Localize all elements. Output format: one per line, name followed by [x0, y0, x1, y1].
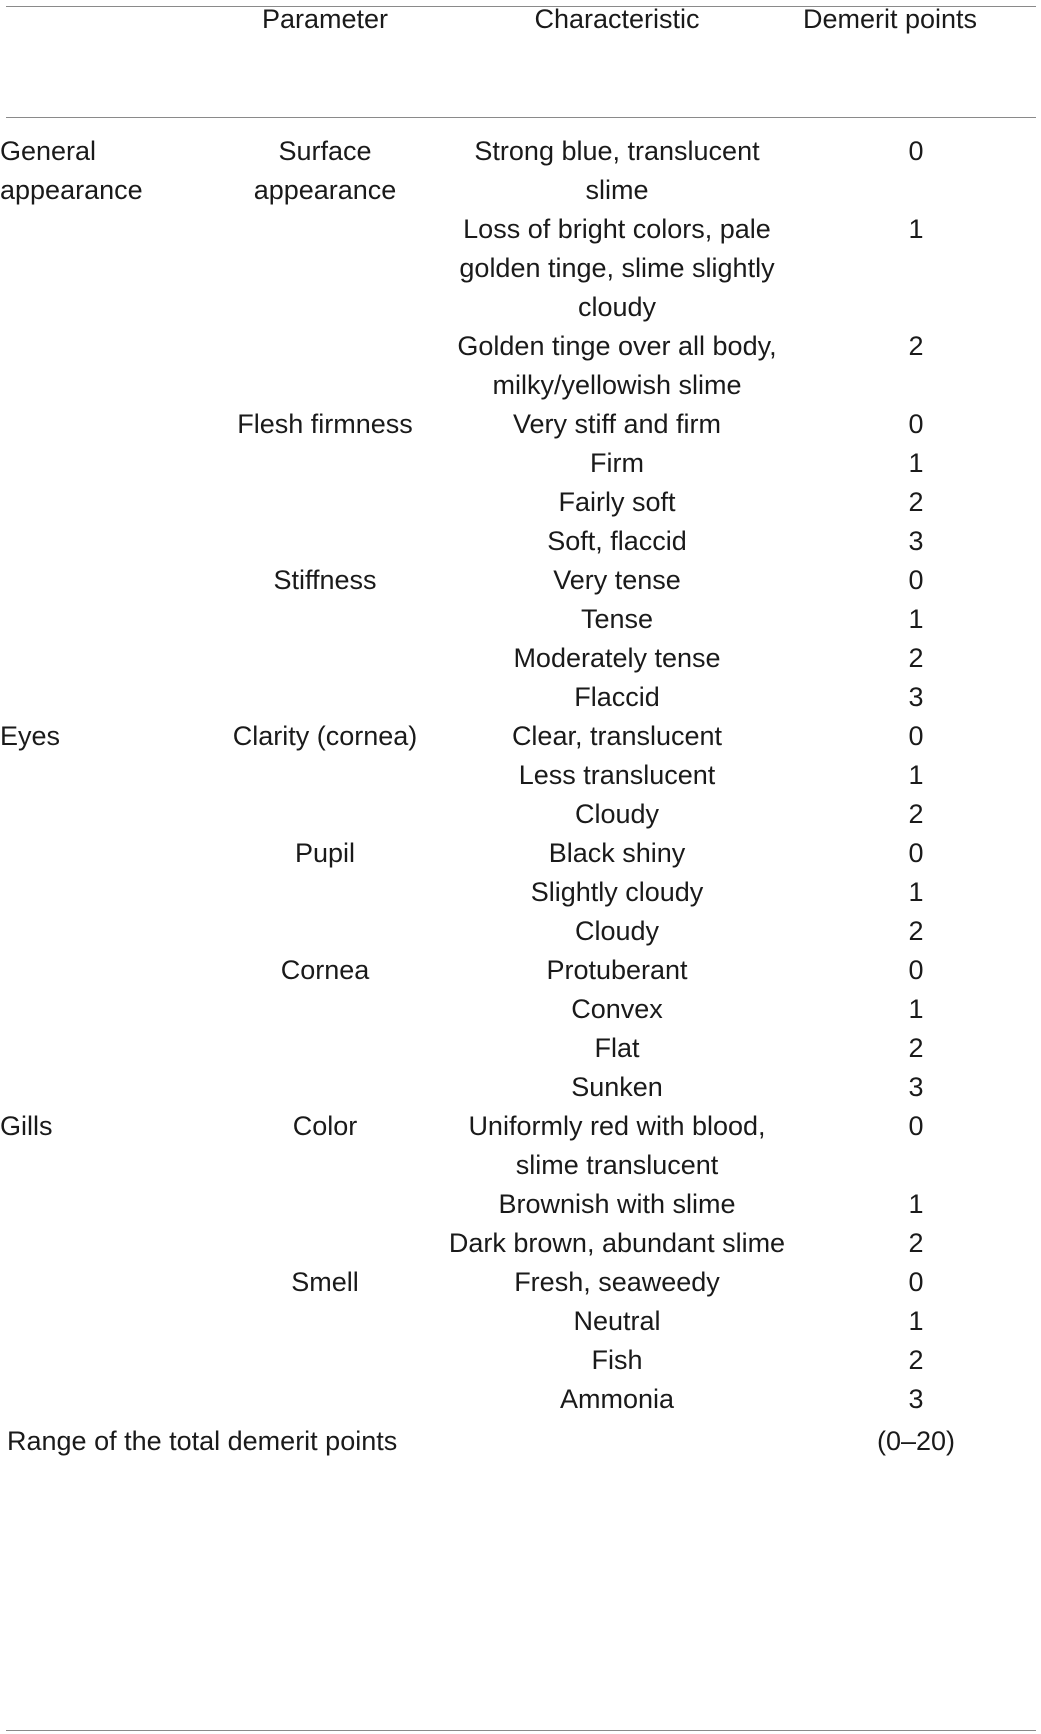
table-row: [0, 1107, 1041, 1185]
row-characteristic: Black shiny: [548, 838, 686, 868]
row-category: [0, 834, 207, 873]
row-category: [0, 600, 207, 639]
row-characteristic: Very stiff and firm: [512, 409, 722, 439]
table-row: [0, 561, 1041, 600]
row-parameter: [207, 1341, 443, 1380]
row-category: [0, 405, 207, 444]
row-characteristic: Soft, flaccid: [547, 526, 687, 556]
row-parameter: Color: [292, 1111, 358, 1141]
row-parameter: [207, 522, 443, 561]
row-parameter: [207, 912, 443, 951]
row-parameter: Cornea: [280, 955, 370, 985]
row-parameter: [207, 1185, 443, 1224]
table-row: [0, 444, 1041, 483]
row-demerit-points: 2: [908, 1033, 924, 1063]
row-category: [0, 1224, 207, 1263]
row-category: [0, 483, 207, 522]
row-demerit-points: 1: [908, 604, 924, 634]
row-parameter: [207, 756, 443, 795]
row-characteristic: Slightly cloudy: [530, 877, 704, 907]
range-value: (0–20): [876, 1426, 956, 1456]
row-parameter: [207, 600, 443, 639]
row-category: [0, 1302, 207, 1341]
row-parameter: [207, 1302, 443, 1341]
table-row: [0, 717, 1041, 756]
row-parameter: [207, 873, 443, 912]
row-characteristic: Convex: [571, 994, 663, 1024]
row-characteristic: Flaccid: [574, 682, 660, 712]
row-demerit-points: 2: [908, 331, 924, 361]
table-row: [0, 1341, 1041, 1380]
row-category: [0, 795, 207, 834]
table-row: [0, 117, 1041, 210]
row-demerit-points: 0: [908, 721, 924, 751]
row-demerit-points: 1: [908, 1306, 924, 1336]
table-row: [0, 327, 1041, 405]
table-row: [0, 990, 1041, 1029]
row-characteristic: Cloudy: [574, 799, 660, 829]
bottom-rule: [6, 1730, 1036, 1731]
row-characteristic: Brownish with slime: [498, 1189, 736, 1219]
row-category: [0, 1380, 207, 1419]
row-characteristic: Ammonia: [559, 1384, 675, 1414]
row-category: [0, 1029, 207, 1068]
row-demerit-points: 1: [908, 214, 924, 244]
row-parameter: [207, 1068, 443, 1107]
row-characteristic: Moderately tense: [513, 643, 721, 673]
row-category: [0, 1341, 207, 1380]
row-category: General appearance: [0, 136, 143, 205]
row-characteristic: Uniformly red with blood, slime translucent: [468, 1111, 766, 1180]
row-demerit-points: 3: [908, 526, 924, 556]
table-header: [0, 0, 1041, 117]
row-characteristic: Clear, translucent: [511, 721, 723, 751]
row-parameter: [207, 990, 443, 1029]
table-row: [0, 1068, 1041, 1107]
row-category: [0, 1068, 207, 1107]
row-parameter: [207, 444, 443, 483]
row-category: [0, 912, 207, 951]
table-row: [0, 873, 1041, 912]
row-demerit-points: 0: [908, 955, 924, 985]
row-characteristic: Less translucent: [518, 760, 716, 790]
table-row: [0, 600, 1041, 639]
row-demerit-points: 1: [908, 448, 924, 478]
table-body: [0, 117, 1041, 1419]
row-demerit-points: 1: [908, 994, 924, 1024]
row-parameter: [207, 1224, 443, 1263]
table-row: [0, 210, 1041, 327]
table-row: [0, 756, 1041, 795]
table-row: [0, 912, 1041, 951]
row-characteristic: Very tense: [553, 565, 681, 595]
row-demerit-points: 0: [908, 1111, 924, 1141]
row-demerit-points: 2: [908, 916, 924, 946]
table-row: [0, 639, 1041, 678]
row-parameter: [207, 795, 443, 834]
row-demerit-points: 0: [908, 838, 924, 868]
row-parameter: [207, 483, 443, 522]
row-category: [0, 327, 207, 405]
table-row: [0, 795, 1041, 834]
row-parameter: Surface appearance: [253, 136, 397, 205]
row-characteristic: Fresh, seaweedy: [514, 1267, 720, 1297]
row-demerit-points: 0: [908, 136, 924, 166]
row-parameter: Pupil: [294, 838, 356, 868]
row-category: [0, 1185, 207, 1224]
row-category: [0, 951, 207, 990]
row-characteristic: Dark brown, abundant slime: [448, 1228, 786, 1258]
row-category: [0, 561, 207, 600]
header-parameter: Parameter: [261, 4, 389, 34]
row-demerit-points: 0: [908, 565, 924, 595]
table-row: [0, 522, 1041, 561]
row-category: [0, 756, 207, 795]
row-demerit-points: 1: [908, 1189, 924, 1219]
range-row: [0, 1419, 1041, 1461]
table-row: [0, 1380, 1041, 1419]
row-category: [0, 444, 207, 483]
row-demerit-points: 3: [908, 1384, 924, 1414]
row-parameter: Stiffness: [273, 565, 377, 595]
row-parameter: [207, 1029, 443, 1068]
row-demerit-points: 3: [908, 682, 924, 712]
row-characteristic: Protuberant: [546, 955, 688, 985]
row-parameter: Smell: [291, 1267, 359, 1297]
table-row: [0, 405, 1041, 444]
row-category: [0, 639, 207, 678]
row-category: Eyes: [0, 721, 61, 751]
row-parameter: [207, 210, 443, 327]
row-parameter: Flesh firmness: [237, 409, 413, 439]
row-parameter: [207, 678, 443, 717]
row-characteristic: Cloudy: [574, 916, 660, 946]
header-category: [0, 0, 207, 117]
row-parameter: [207, 327, 443, 405]
table-row: [0, 951, 1041, 990]
row-demerit-points: 2: [908, 1345, 924, 1375]
row-parameter: Clarity (cornea): [232, 721, 418, 751]
row-characteristic: Flat: [594, 1033, 640, 1063]
row-demerit-points: 2: [908, 487, 924, 517]
row-demerit-points: 2: [908, 1228, 924, 1258]
row-demerit-points: 2: [908, 643, 924, 673]
row-category: [0, 210, 207, 327]
row-parameter: [207, 1380, 443, 1419]
row-characteristic: Tense: [580, 604, 654, 634]
row-demerit-points: 1: [908, 877, 924, 907]
table-row: [0, 834, 1041, 873]
table-footer: [0, 1419, 1041, 1461]
row-category: [0, 990, 207, 1029]
header-row: [0, 0, 1041, 117]
row-demerit-points: 0: [908, 1267, 924, 1297]
table-row: [0, 678, 1041, 717]
header-characteristic: Characteristic: [534, 4, 700, 34]
row-characteristic: Neutral: [573, 1306, 661, 1336]
row-category: [0, 1263, 207, 1302]
row-demerit-points: 2: [908, 799, 924, 829]
row-category: [0, 522, 207, 561]
table-row: [0, 483, 1041, 522]
row-characteristic: Golden tinge over all body, milky/yellowish slime: [457, 331, 777, 400]
table-row: [0, 1224, 1041, 1263]
table-row: [0, 1185, 1041, 1224]
row-characteristic: Fairly soft: [558, 487, 676, 517]
table-row: [0, 1302, 1041, 1341]
row-category: [0, 873, 207, 912]
row-characteristic: Strong blue, translucent slime: [474, 136, 760, 205]
row-category: Gills: [0, 1111, 53, 1141]
table-row: [0, 1263, 1041, 1302]
row-characteristic: Sunken: [571, 1072, 663, 1102]
row-characteristic: Loss of bright colors, pale golden tinge, slime slightly cloudy: [459, 214, 775, 322]
row-category: [0, 678, 207, 717]
header-demerit-points: Demerit points: [802, 4, 978, 34]
table-row: [0, 1029, 1041, 1068]
row-characteristic: Fish: [591, 1345, 643, 1375]
row-demerit-points: 0: [908, 409, 924, 439]
row-characteristic: Firm: [590, 448, 644, 478]
row-parameter: [207, 639, 443, 678]
row-demerit-points: 1: [908, 760, 924, 790]
row-demerit-points: 3: [908, 1072, 924, 1102]
range-label: Range of the total demerit points: [7, 1426, 398, 1456]
